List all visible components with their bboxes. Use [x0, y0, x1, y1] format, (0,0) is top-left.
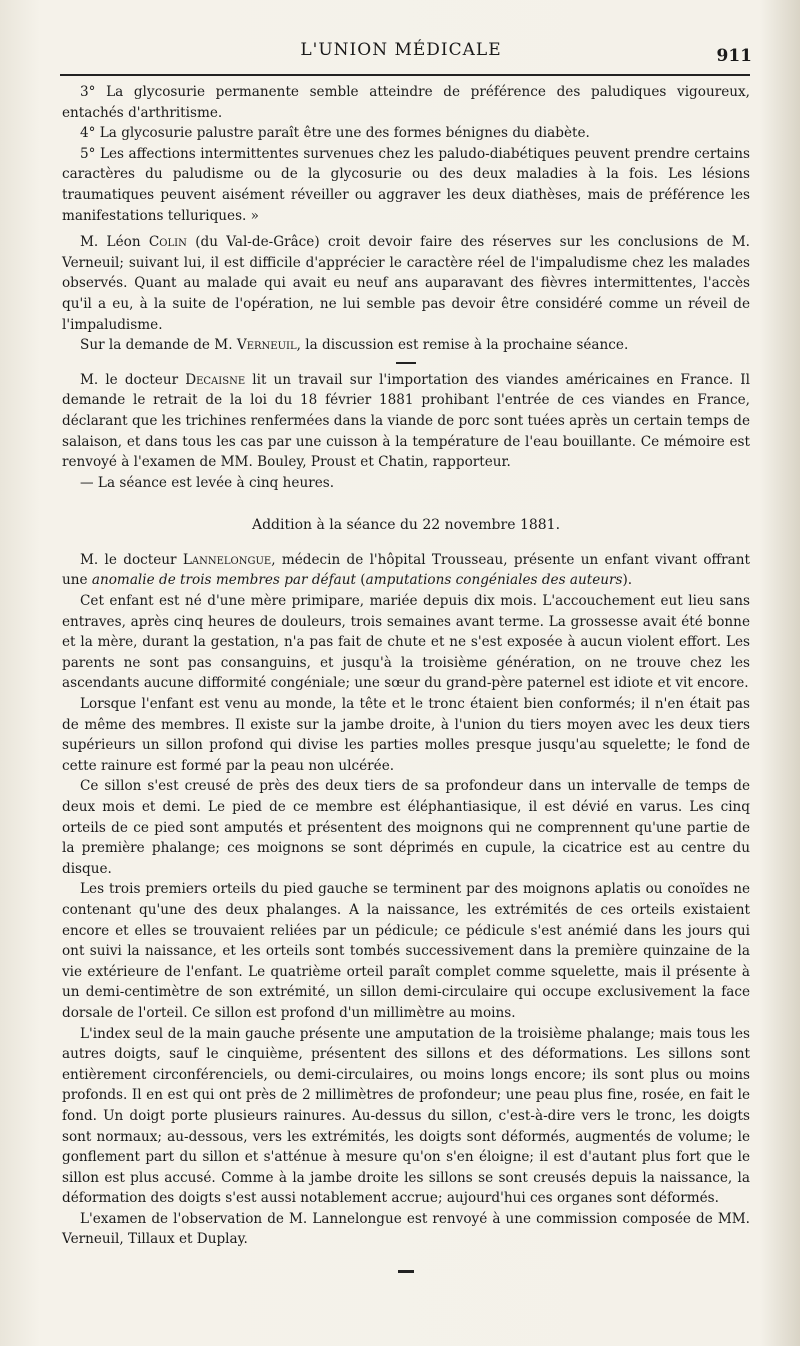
text-fragment: (du Val-de-Grâce) croit devoir faire des réserves sur les conclusions de M. Verneuil; suivant lui, il est difficile d'apprécier le caractère réel de l'impaludisme chez les malades observés. Quant au malade qui avait eu neuf ans auparavant des fièvres intermittentes, l'accès qu'il a eu, à la suite de l'opération, ne lui semble pas devoir être considéré comme un réveil de l'impaludisme. [62, 234, 750, 333]
paragraph: Lorsque l'enfant est venu au monde, la tête et le tronc étaient bien conformés; il n'en était pas de même des membres. Il existe sur la jambe droite, à l'union du tiers moyen avec les deux tiers supérieurs un sillon profond qui divise les parties molles presque jusqu'au squelette; le fond de cette rainure est formé par la peau non ulcérée. [62, 696, 750, 774]
paragraph: Ce sillon s'est creusé de près des deux tiers de sa profondeur dans un intervalle de temps de deux mois et demi. Le pied de ce membre est éléphantiasique, il est dévié en varus. Les cinq orteils de ce pied sont amputés et présentent des moignons qui ne comprennent qu'une partie de la première phalange; ces moignons se sont déprimés en cupule, la cicatrice est au centre du disque. [62, 778, 750, 877]
article-body [62, 82, 750, 1273]
paragraph: — La séance est levée à cinq heures. [80, 474, 335, 491]
end-divider [398, 1270, 414, 1273]
text-fragment: , médecin de l'hôpital Trousseau, présente un enfant vivant offrant une [62, 551, 750, 589]
text-fragment: M. Léon [80, 234, 141, 251]
text-fragment: M. le docteur [80, 551, 177, 568]
text-fragment: M. le docteur [80, 371, 179, 388]
paragraph: 5° Les affections intermittentes survenues chez les paludo-diabétiques peuvent prendre certains caractères du paludisme ou de la glycosurie ou des deux maladies à la fois. Les lésions traumatiques peuvent aisément réveiller ou aggraver les deux diathèses, mais de préférence les manifestations telluriques. » [62, 145, 750, 224]
paragraph [62, 335, 750, 356]
text-fragment: lit un travail sur l'importation des viandes américaines en France. Il demande le retrait de la loi du 18 février 1881 prohibant l'entrée de ces viandes en France, déclarant que les trichines renfermées dans la viande de porc sont tuées après un certain temps de salaison, et dans tous les cas par une cuisson à la température de l'eau bouillante. Ce mémoire est renvoyé à l'examen de MM. Bouley, Proust et Chatin, rapporteur. [62, 371, 751, 471]
paragraph: 3° La glycosurie permanente semble atteindre de préférence des paludiques vigoureux, entachés d'arthritisme. [62, 84, 750, 121]
paragraph: Cet enfant est né d'une mère primipare, mariée depuis dix mois. L'accouchement eut lieu sans entraves, après cinq heures de douleurs, trois semaines avant terme. La grossesse avait été bonne et la mère, durant la gestation, n'a pas fait de chute et ne s'est exposée à aucun violent effort. Les parents ne sont pas consanguins, et jusqu'à la troisième génération, on ne trouve chez les ascendants aucune difformité congéniale; une sœur du grand-père paternel est idiote et vit encore. [62, 593, 750, 692]
paragraph [62, 370, 750, 473]
text-fragment: Sur la demande de M. [80, 337, 233, 354]
paragraph: L'examen de l'observation de M. Lannelongue est renvoyé à une commission composée de MM. Verneuil, Tillaux et Duplay. [62, 1210, 750, 1248]
running-title: L'UNION MÉDICALE [300, 40, 502, 60]
section-dash [396, 362, 416, 364]
text-fragment: , la discussion est remise à la prochaine séance. [296, 337, 629, 354]
author-name: Verneuil [236, 337, 297, 354]
paragraph [62, 232, 750, 335]
section-heading: Addition à la séance du 22 novembre 1881. [251, 517, 561, 534]
paragraph: Les trois premiers orteils du pied gauche se terminent par des moignons aplatis ou conoïdes ne contenant qu'une des deux phalanges. A la naissance, les extrémités de ces orteils existaient encore et elles se trouvaient reliées par un pédicule; ce pédicule s'est anémié dans les jours qui ont suivi la naissance, et les orteils sont tombés successivement dans la première quinzaine de la vie extérieure de l'enfant. Le quatrième orteil paraît complet comme squelette, mais il présente à un demi-centimètre de son extrémité, un sillon demi-circulaire qui occupe exclusivement la face dorsale de l'orteil. Ce sillon est profond d'un millimètre au moins. [62, 881, 750, 1021]
page-number: 911 [716, 46, 752, 66]
italic-phrase: amputations congéniales des auteurs [365, 572, 623, 589]
author-name: Colin [148, 234, 187, 251]
header-rule [60, 74, 750, 76]
page-header [50, 40, 752, 70]
paragraph: L'index seul de la main gauche présente une amputation de la troisième phalange; mais tous les autres doigts, sauf le cinquième, présentent des sillons et des déformations. Les sillons sont entièrement circonférenciels, ou demi-circulaires, ou moins longs encore; ils sont plus ou moins profonds. Il en est qui ont près de 2 millimètres de profondeur; une peau plus fine, rosée, en fait le fond. Un doigt porte plusieurs rainures. Au-dessus du sillon, c'est-à-dire vers le tronc, les doigts sont normaux; au-dessous, vers les extrémités, les doigts sont déformés, augmentés de volume; le gonflement part du sillon et s'atténue à mesure qu'on s'en éloigne; il est d'autant plus fort que le sillon est plus accusé. Comme à la jambe droite les sillons se sont creusés depuis la naissance, la déformation des doigts s'est aussi notablement accrue; aujourd'hui ces organes sont déformés. [62, 1025, 750, 1207]
text-fragment: ). [622, 572, 633, 589]
paragraph: 4° La glycosurie palustre paraît être une des formes bénignes du diabète. [80, 125, 590, 142]
text-fragment: ( [360, 572, 366, 589]
italic-phrase: anomalie de trois membres par défaut [91, 572, 356, 589]
author-name: Lannelongue [182, 551, 272, 568]
author-name: Decaisne [185, 371, 246, 388]
paragraph [62, 550, 750, 591]
